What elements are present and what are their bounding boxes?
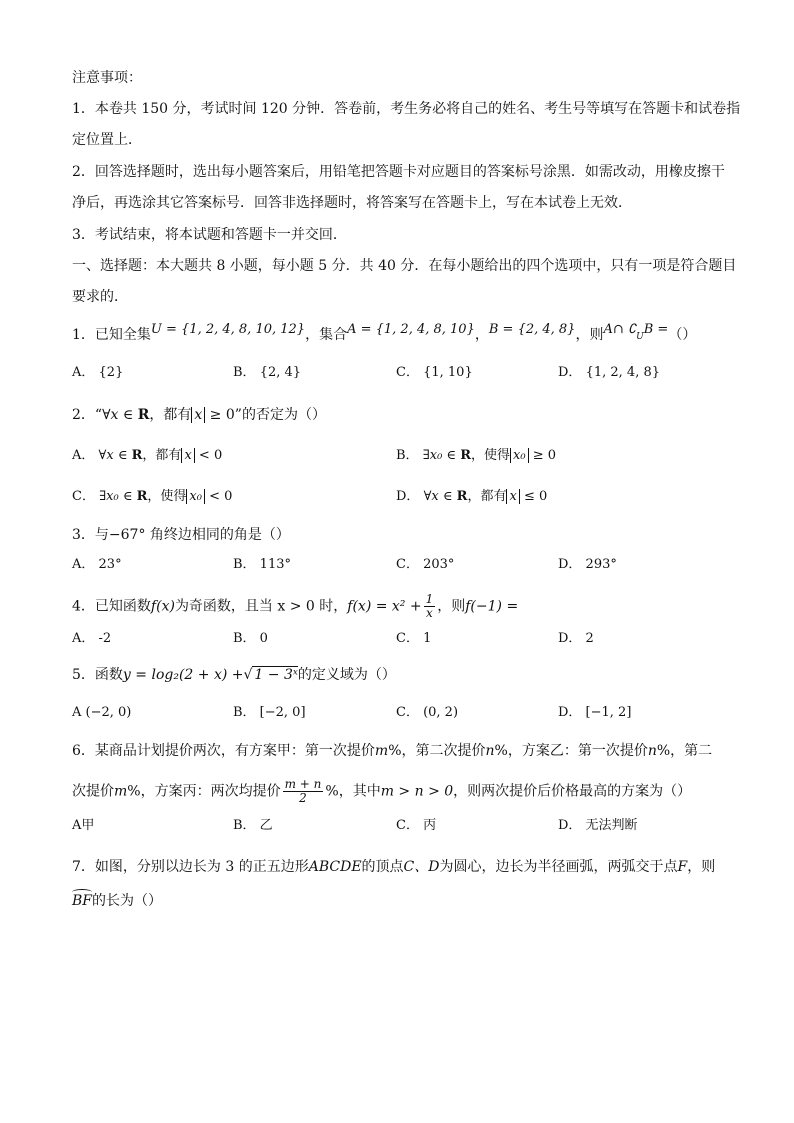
q4-option-c: C． 1 [396,631,432,646]
q2-option-b-abs: x₀ [510,448,529,463]
q1-sep: ， [474,327,489,343]
section-heading-cont: 要求的． [72,289,128,305]
notice-item-2: 2．回答选择题时，选出每小题答案后，用铅笔把答题卡对应题目的答案标号涂黑．如需改动，用橡皮擦干 [72,164,725,180]
q2-option-b-q: ∃x₀ ∈ [422,448,461,463]
q7-point-f: F [677,859,688,875]
q4-option-b: B． 0 [233,631,268,646]
q2-option-a-abs: x [181,448,194,463]
q2-real-set: R [137,407,150,423]
q7-text-1d: ，则 [687,859,716,875]
question-1 [72,322,697,351]
q6-option-a: A甲 [72,818,95,833]
q6-text-2d: ，则两次提价后价格最高的方案为（） [453,783,692,800]
q1-mid2: ，则 [575,327,604,343]
q4-option-d: D． 2 [558,631,594,646]
section-heading: 一、选择题：本大题共 8 小题，每小题 5 分．共 40 分．在每小题给出的四个选项中，只有一项是符合题目 [72,258,737,274]
q1-expr-tail: B = [643,322,669,337]
q6-frac-den: 2 [299,791,307,805]
q6-text-1a: 6．某商品计划提价两次，有方案甲：第一次提价 [72,743,375,759]
q6-fraction [283,778,324,805]
q5-sqrt-icon: √ [243,667,253,683]
q6-text-1b: %，第二次提价 [388,743,486,759]
q5-option-c: C． (0, 2) [396,705,459,720]
q7-polygon: ABCDE [308,859,362,875]
q1-option-c-label: C． [396,365,419,380]
q2-option-a-cond: < 0 [194,448,223,463]
q5-option-b: B． [−2, 0] [233,705,306,720]
q2-option-b-text: ，使得 [471,448,511,463]
q2-pre: 2．“ [72,407,103,423]
question-6 [72,741,712,761]
q1-option-b-label: B． [233,365,256,380]
notice-item-1: 1．本卷共 150 分，考试时间 120 分钟．答卷前，考生务必将自己的姓名、考生号等填写在答题卡和试卷指 [72,101,741,117]
q2-forall: ∀x ∈ [102,407,138,423]
q2-option-d-r: R [456,489,468,504]
question-3: 3．与−67° 角终边相同的角是（） [72,527,290,543]
q2-option-d-text: ，都有 [467,489,507,504]
notice-item-2-cont: 净后，再选涂其它答案标号．回答非选择题时，将答案写在答题卡上，写在本试卷上无效． [72,195,632,211]
q6-text-2b: %，方案丙：两次均提价 [127,783,281,800]
q7-arc-bf: BF [72,893,93,909]
q2-option-c-abs: x₀ [186,489,205,504]
q1-option-b [233,363,301,383]
q6-cond: m > n > 0 [380,783,454,800]
q2-option-b-cond: ≥ 0 [528,448,556,463]
q1-option-c-value: {1, 10} [423,365,473,380]
q4-mid: 为奇函数，且当 x > 0 时， [174,598,348,615]
q4-frac-den: x [426,606,433,620]
q2-post: ”的否定为（） [234,407,326,423]
q2-option-b-r: R [460,448,471,463]
q2-abs-x: x [191,407,205,423]
q1-mid1: ，集合 [305,327,348,343]
question-2 [72,405,326,425]
q2-option-d [396,487,547,507]
q4-frac-num: 1 [425,592,434,606]
q6-text-2c: %，其中 [325,783,381,800]
q6-text-1d: %，第二 [656,743,713,759]
q3-option-c: C． 203° [396,557,455,572]
q1-option-d [558,363,660,383]
q7-text-1b: 的顶点 [361,859,404,875]
question-4 [72,593,518,620]
q7-text-1a: 7．如图，分别以边长为 3 的正五边形 [72,859,309,875]
q4-fraction [424,593,436,620]
q2-mid: ，都有 [149,407,192,423]
q1-option-d-value: {1, 2, 4, 8} [585,365,660,380]
q2-option-c-label: C． [72,489,95,504]
q1-set-a: A = {1, 2, 4, 8, 10} [347,322,475,337]
q1-option-a-label: A． [72,365,95,380]
q4-fx-def: f(x) = x² + [347,598,422,615]
q1-pre: 1．已知全集 [72,327,151,343]
q2-option-c-r: R [136,489,148,504]
q5-pre: 5．函数 [72,667,123,683]
q4-option-a: A． -2 [72,631,112,646]
notice-item-3: 3．考试结束，将本试题和答题卡一并交回． [72,227,347,243]
q1-set-b: B = {2, 4, 8} [488,322,576,337]
q3-option-d: D． 293° [558,557,617,572]
question-7-cont [72,891,162,911]
q1-option-a-value: {2} [98,365,124,380]
q2-option-c-q: ∃x₀ ∈ [99,489,137,504]
q2-option-a-r: R [131,448,143,463]
q6-frac-num: m + n [284,777,322,791]
notice-title: 注意事项： [72,70,142,86]
q2-option-c [72,487,232,507]
q2-option-b [396,446,556,466]
q6-text-2a: 次提价 [72,783,114,800]
q1-option-d-label: D． [558,365,582,380]
q2-option-d-q: ∀x ∈ [423,489,457,504]
question-6-cont [72,778,691,805]
q4-fx: f(x) [150,598,175,615]
q7-text-1c: 为圆心，边长为半径画弧，两弧交于点 [439,859,678,875]
question-5 [72,665,396,685]
q2-option-a-q: ∀x ∈ [98,448,132,463]
q6-option-c: C． 丙 [396,818,437,833]
q2-option-c-cond: < 0 [204,489,233,504]
q7-text-2b: 的长为（） [92,893,163,909]
question-7 [72,857,715,877]
q3-option-b: B． 113° [233,557,291,572]
q6-var-m-2: m [114,783,128,800]
q4-f-neg1: f(−1) = [465,598,519,615]
q6-var-n-2: n [647,743,657,759]
q1-expr: A∩ ∁ [603,322,637,337]
notice-item-1-cont: 定位置上． [72,132,142,148]
q2-option-d-abs: x [506,489,519,504]
q2-option-a [72,446,222,466]
q2-option-b-label: B． [396,448,419,463]
q5-option-a: A (−2, 0) [72,705,132,720]
q5-radicand: 1 − 3ˣ [254,667,298,683]
q6-option-d: D． 无法判断 [558,818,638,833]
q4-post: ，则 [437,598,466,615]
q3-option-a: A． 23° [72,557,122,572]
q7-vertices: C、D [403,859,440,875]
q1-option-c [396,363,473,383]
q5-post: 的定义域为（） [297,667,396,683]
q5-expr: y = log₂(2 + x) + [122,667,244,683]
q6-var-n: n [485,743,495,759]
q1-option-b-value: {2, 4} [259,365,302,380]
q1-set-u: U = {1, 2, 4, 8, 10, 12} [150,322,306,337]
q2-option-d-label: D． [396,489,420,504]
q2-option-a-label: A． [72,448,95,463]
q6-text-1c: %，方案乙：第一次提价 [494,743,648,759]
q1-sub: U [636,331,644,342]
q2-option-c-text: ，使得 [147,489,187,504]
q2-option-d-cond: ≤ 0 [519,489,548,504]
q1-paren: （） [668,327,697,343]
q6-var-m: m [374,743,389,759]
q2-cond: ≥ 0 [205,407,235,423]
q6-option-b: B． 乙 [233,818,273,833]
q4-pre: 4．已知函数 [72,598,151,615]
q5-option-d: D． [−1, 2] [558,705,632,720]
q2-option-a-text: ，都有 [142,448,182,463]
q1-option-a [72,363,123,383]
